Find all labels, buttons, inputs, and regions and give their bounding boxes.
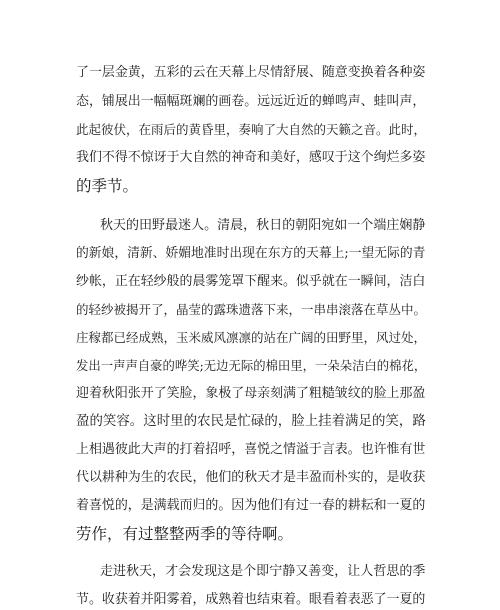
text-line: 发出一声声自豪的哗笑;无边无际的棉田里，一朵朵洁白的棉花， bbox=[76, 359, 427, 373]
text-line: 秋天的田野最迷人。清晨，秋日的朝阳宛如一个端庄娴静 bbox=[100, 218, 426, 233]
text-line: 了一层金黄，五彩的云在天幕上尽情舒展、随意变换着各种姿 bbox=[76, 65, 426, 80]
text-line: 着喜悦的，是满载而归的。因为他们有过一春的耕耘和一夏的 bbox=[76, 498, 426, 513]
text-line: 态，铺展出一幅幅斑斓的画卷。远远近近的蝉鸣声、蛙叫声， bbox=[76, 94, 426, 109]
text-line: 盈的笑容。这时里的农民是忙碌的，脸上挂着满足的笑，路 bbox=[76, 414, 426, 429]
text-line: 上相遇彼此大声的打着招呼，喜悦之情溢于言表。也许惟有世 bbox=[76, 442, 426, 457]
text-line: 纱帐，正在轻纱般的晨雾笼罩下醒来。似乎就在一瞬间，洁白 bbox=[76, 274, 426, 289]
text-line: 节。收获着并阳雾着，成熟着也结束着。眼看着表恶了一夏的 bbox=[76, 592, 426, 607]
text-line: 代以耕种为生的农民，他们的秋天才是丰盈而朴实的，是收获 bbox=[76, 470, 426, 485]
text-line: 我们不得不惊讶于大自然的神奇和美好，感叹于这个绚烂多姿 bbox=[76, 150, 426, 165]
text-line: 的新娘，清新、娇媚地准时出现在东方的天幕上;一望无际的青 bbox=[76, 246, 426, 261]
text-line: 的季节。 bbox=[76, 177, 139, 195]
text-line: 走进秋天，才会发现这是个即宁静又善变，让人哲思的季 bbox=[100, 564, 426, 579]
text-line: 庄稼都已经成熟，玉米威风凛凛的站在广阔的田野里，风过处， bbox=[76, 330, 427, 345]
text-line: 的轻纱被揭开了，晶莹的露珠遗落下来，一串串滚落在草丛中。 bbox=[76, 302, 427, 317]
text-line: 劳作，有过整整两季的等待啊。 bbox=[76, 525, 294, 543]
text-line: 迎着秋阳张开了笑脸，象极了母亲刻满了粗糙皱纹的脸上那盈 bbox=[76, 386, 426, 401]
text-line: 此起彼伏，在雨后的黄昏里，奏响了大自然的天籁之音。此时， bbox=[76, 122, 427, 137]
